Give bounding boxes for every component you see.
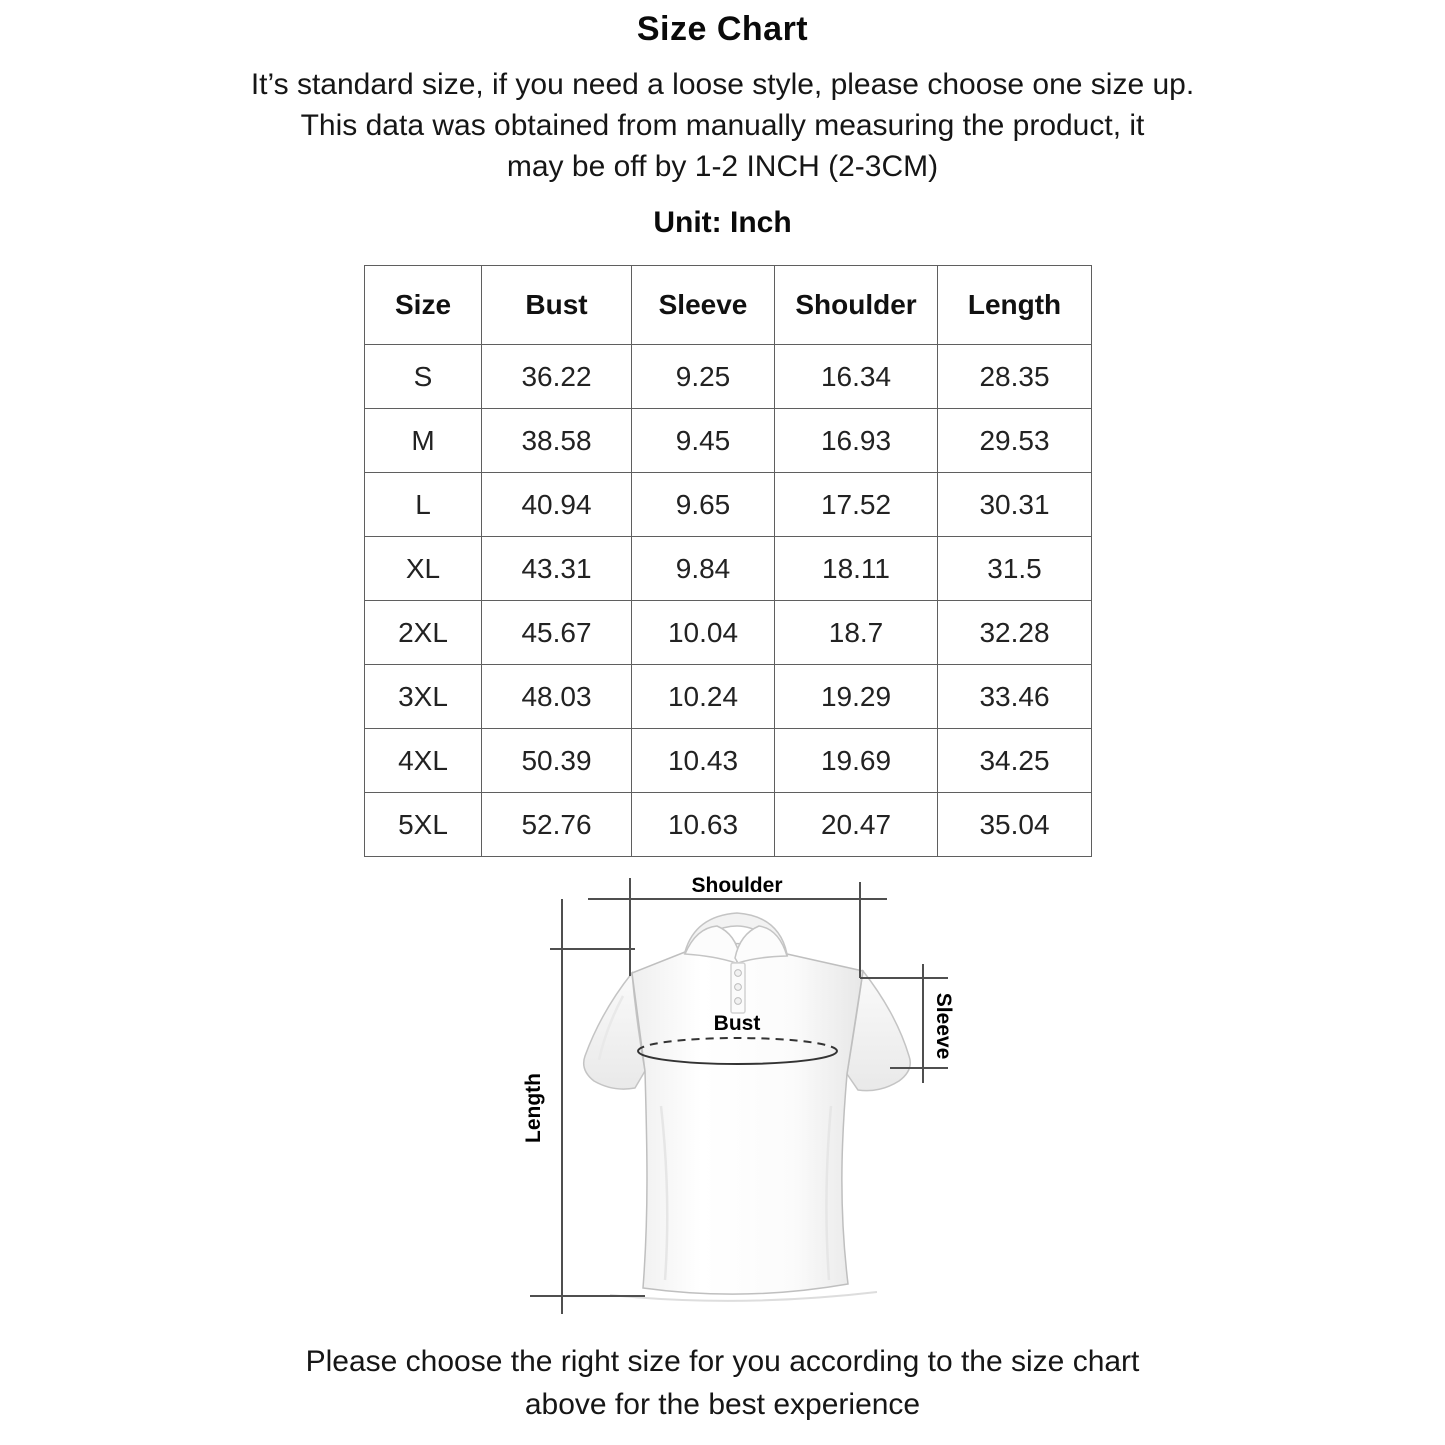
table-row: [365, 665, 1092, 729]
intro-line-1: It’s standard size, if you need a loose style, please choose one size up.: [250, 68, 1195, 101]
table-cell: 20.47: [775, 793, 938, 857]
table-row: [365, 345, 1092, 409]
footer-note: [0, 1340, 1445, 1426]
table-cell: 38.58: [482, 409, 632, 473]
table-cell: 5XL: [365, 793, 482, 857]
table-header-size: Size: [365, 266, 482, 345]
table-cell: 48.03: [482, 665, 632, 729]
table-row: [365, 409, 1092, 473]
table-row: [365, 601, 1092, 665]
table-cell: 3XL: [365, 665, 482, 729]
table-row: [365, 793, 1092, 857]
table-cell: 19.69: [775, 729, 938, 793]
table-cell: 43.31: [482, 537, 632, 601]
shoulder-label: Shoulder: [691, 874, 783, 897]
table-cell: 18.7: [775, 601, 938, 665]
footer-line-1: Please choose the right size for you according to the size chart: [305, 1345, 1140, 1378]
table-cell: 50.39: [482, 729, 632, 793]
table-cell: 52.76: [482, 793, 632, 857]
table-cell: 4XL: [365, 729, 482, 793]
bust-label: Bust: [713, 1012, 761, 1035]
table-cell: 19.29: [775, 665, 938, 729]
intro-line-3: may be off by 1-2 INCH (2-3CM): [506, 150, 939, 183]
table-cell: 32.28: [938, 601, 1092, 665]
table-row: [365, 473, 1092, 537]
table-cell: 10.24: [632, 665, 775, 729]
intro-line-2: This data was obtained from manually measuring the product, it: [300, 109, 1145, 142]
table-cell: 9.25: [632, 345, 775, 409]
button: [735, 970, 742, 977]
table-cell: 10.43: [632, 729, 775, 793]
length-label: Length: [522, 1073, 545, 1143]
table-cell: 18.11: [775, 537, 938, 601]
table-cell: 16.93: [775, 409, 938, 473]
table-cell: 40.94: [482, 473, 632, 537]
table-cell: 9.84: [632, 537, 775, 601]
table-cell: 36.22: [482, 345, 632, 409]
unit-label: Unit: Inch: [653, 206, 792, 239]
table-cell: XL: [365, 537, 482, 601]
footer-line-2: above for the best experience: [524, 1388, 921, 1421]
table-cell: 9.65: [632, 473, 775, 537]
table-cell: 31.5: [938, 537, 1092, 601]
table-cell: S: [365, 345, 482, 409]
table-cell: 33.46: [938, 665, 1092, 729]
polo-shirt-illustration: [584, 913, 911, 1301]
table-cell: 17.52: [775, 473, 938, 537]
intro-text: [0, 64, 1445, 187]
page-title: Size Chart: [636, 10, 809, 48]
table-header-length: Length: [938, 266, 1092, 345]
table-row: [365, 729, 1092, 793]
table-cell: 30.31: [938, 473, 1092, 537]
table-cell: 2XL: [365, 601, 482, 665]
button: [735, 998, 742, 1005]
measurement-diagram: [495, 864, 965, 1322]
table-cell: 9.45: [632, 409, 775, 473]
table-cell: M: [365, 409, 482, 473]
table-cell: 10.04: [632, 601, 775, 665]
table-header-row: [365, 266, 1092, 345]
table-header-sleeve: Sleeve: [632, 266, 775, 345]
table-header-shoulder: Shoulder: [775, 266, 938, 345]
table-cell: 45.67: [482, 601, 632, 665]
table-row: [365, 537, 1092, 601]
sleeve-label: Sleeve: [932, 992, 955, 1060]
table-cell: 34.25: [938, 729, 1092, 793]
table-header-bust: Bust: [482, 266, 632, 345]
size-table: [364, 265, 1092, 857]
table-cell: 35.04: [938, 793, 1092, 857]
table-cell: 10.63: [632, 793, 775, 857]
table-cell: 28.35: [938, 345, 1092, 409]
table-cell: 29.53: [938, 409, 1092, 473]
table-cell: 16.34: [775, 345, 938, 409]
button: [735, 984, 742, 991]
table-cell: L: [365, 473, 482, 537]
